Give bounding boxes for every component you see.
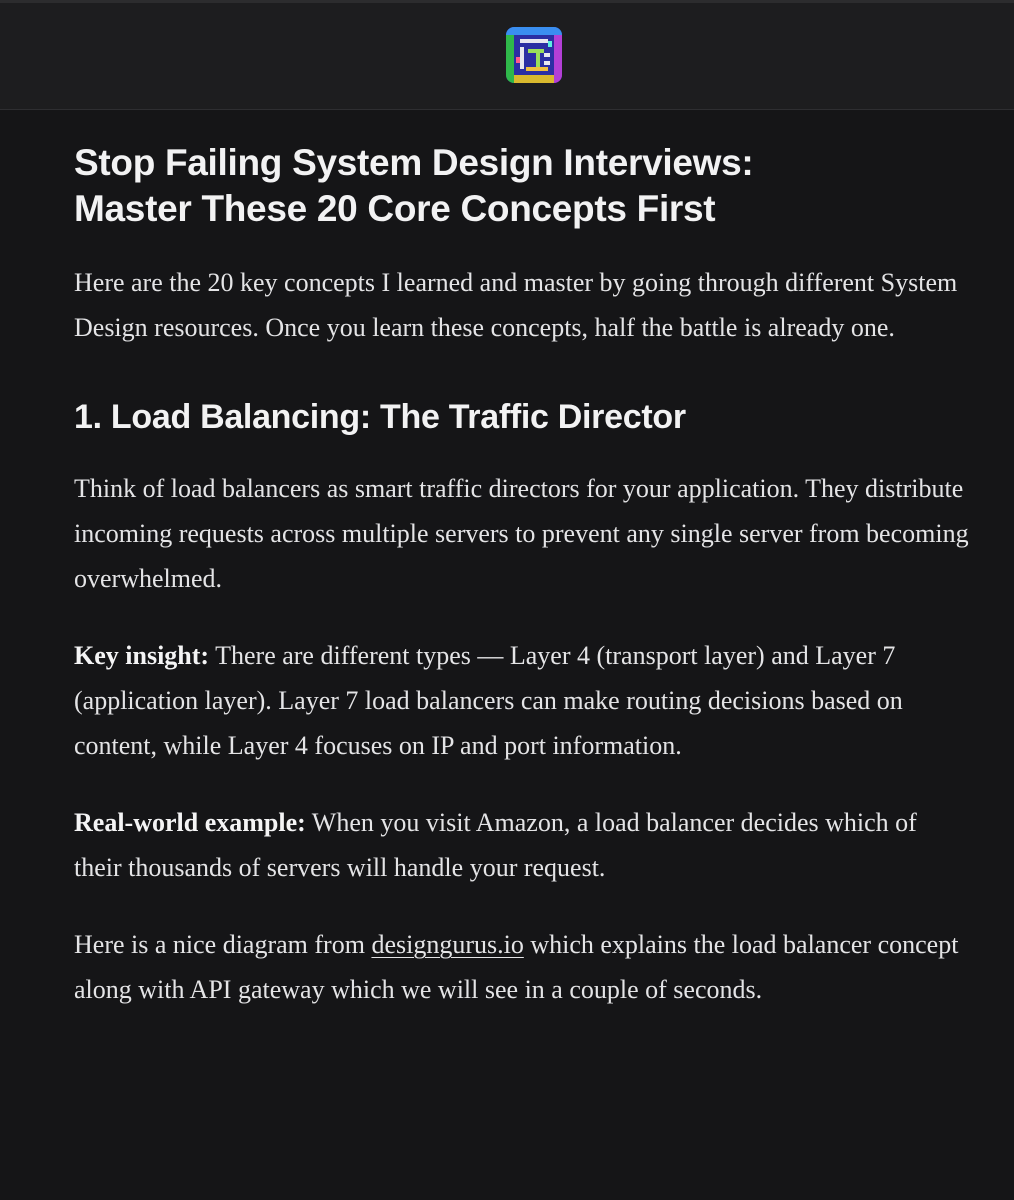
article-body	[74, 140, 974, 1012]
article-title-line2: Master These 20 Core Concepts First	[74, 188, 716, 229]
designgurus-link[interactable]: designgurus.io	[371, 930, 524, 959]
real-world-example-text: When you visit Amazon, a load balancer decides which of their thousands of servers will handle your request.	[74, 808, 917, 882]
load-balancer-description: Think of load balancers as smart traffic directors for your application. They distribute incoming requests across multiple servers to prevent any single server from becoming overwhelmed.	[74, 474, 969, 593]
diagram-paragraph	[74, 922, 969, 1012]
article-title-line1: Stop Failing System Design Interviews:	[74, 142, 754, 183]
key-insight-paragraph	[74, 633, 969, 768]
diagram-text-post: which explains the load balancer concept along with API gateway which we will see in a couple of seconds.	[74, 930, 959, 1004]
top-bar	[0, 0, 1014, 110]
publication-logo-icon[interactable]	[506, 27, 562, 83]
real-world-example-paragraph	[74, 800, 969, 890]
intro-paragraph: Here are the 20 key concepts I learned and master by going through different System Design resources. Once you learn these concepts, half the battle is already one.	[74, 268, 958, 342]
section-heading-load-balancing: 1. Load Balancing: The Traffic Director	[74, 398, 686, 436]
key-insight-label: Key insight:	[74, 641, 210, 670]
article-title	[74, 140, 974, 232]
key-insight-text: There are different types — Layer 4 (transport layer) and Layer 7 (application layer). Layer 7 load balancers can make routing decisions based on content, while Layer 4 focuses on IP and port information.	[74, 641, 903, 760]
diagram-text-pre: Here is a nice diagram from	[74, 930, 372, 959]
real-world-example-label: Real-world example:	[74, 808, 306, 837]
